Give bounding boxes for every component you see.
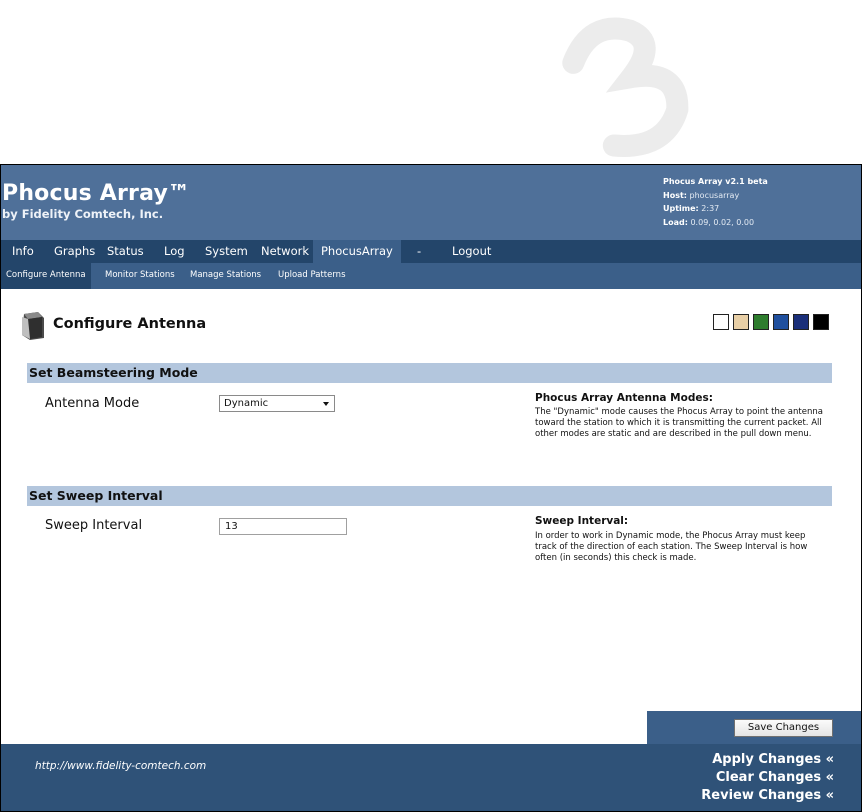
antenna-mode-value: Dynamic	[224, 398, 269, 409]
antenna-modes-help-text: The "Dynamic" mode causes the Phocus Array to point the antenna toward the station to which it is transmitting the current packet. All other modes are static and are described in the pull down menu.	[535, 407, 823, 439]
swatch-tan[interactable]	[733, 314, 749, 330]
nav-info[interactable]: Info	[12, 244, 34, 258]
header	[1, 165, 861, 240]
watermark-3	[520, 0, 740, 165]
review-changes-link[interactable]: Review Changes «	[701, 788, 834, 803]
swatch-green[interactable]	[753, 314, 769, 330]
host-value: phocusarray	[689, 190, 740, 200]
swatch-blue[interactable]	[773, 314, 789, 330]
antenna-modes-help-title: Phocus Array Antenna Modes:	[535, 392, 713, 404]
subnav-configure-antenna[interactable]: Configure Antenna	[1, 263, 91, 289]
nav-network[interactable]: Network	[261, 244, 310, 258]
nav-log[interactable]: Log	[164, 244, 185, 258]
system-info	[663, 175, 768, 229]
clear-changes-link[interactable]: Clear Changes «	[715, 770, 834, 785]
sweep-interval-input[interactable]	[219, 518, 347, 535]
swatch-white[interactable]	[713, 314, 729, 330]
nav-separator: -	[417, 244, 422, 258]
subnav-monitor-stations[interactable]: Monitor Stations	[105, 270, 175, 280]
antenna-mode-label: Antenna Mode	[45, 396, 140, 411]
uptime-value: 2:37	[701, 204, 720, 213]
footer	[1, 744, 861, 811]
subnav-manage-stations[interactable]: Manage Stations	[190, 270, 262, 280]
apply-changes-link[interactable]: Apply Changes «	[712, 752, 834, 767]
uptime-label: Uptime:	[663, 204, 699, 213]
nav-status[interactable]: Status	[107, 244, 144, 258]
save-changes-button[interactable]: Save Changes	[734, 719, 833, 737]
page-title: Configure Antenna	[53, 316, 207, 332]
section-title: Set Beamsteering Mode	[29, 365, 198, 380]
swatch-navy[interactable]	[793, 314, 809, 330]
load-label: Load:	[663, 217, 688, 227]
chevron-down-icon	[323, 402, 329, 406]
nav-graphs[interactable]: Graphs	[54, 244, 96, 258]
section-header-sweep	[27, 486, 832, 506]
footer-url[interactable]: http://www.fidelity-comtech.com	[35, 760, 207, 772]
sweep-interval-label: Sweep Interval	[45, 518, 143, 533]
nav-logout[interactable]: Logout	[452, 244, 492, 258]
swatch-black[interactable]	[813, 314, 829, 330]
subnav-upload-patterns[interactable]: Upload Patterns	[278, 270, 346, 280]
load-value: 0.09, 0.02, 0.00	[690, 217, 755, 227]
brand-title: Phocus Array™	[2, 181, 191, 206]
section-header-beamsteering	[27, 363, 832, 383]
antenna-icon	[18, 311, 46, 341]
save-bar	[647, 711, 861, 744]
antenna-mode-select[interactable]	[219, 395, 335, 412]
sweep-help-title: Sweep Interval:	[535, 515, 629, 527]
nav-system[interactable]: System	[205, 244, 248, 258]
sweep-help-text: In order to work in Dynamic mode, the Phocus Array must keep track of the direction of each station. The Sweep Interval is how often (in seconds) this check is made.	[535, 531, 808, 563]
nav-phocusarray[interactable]: PhocusArray	[313, 240, 401, 263]
app-window	[0, 164, 862, 812]
brand-subtitle: by Fidelity Comtech, Inc.	[2, 207, 164, 221]
top-nav	[1, 240, 861, 263]
version-text: Phocus Array v2.1 beta	[663, 177, 768, 186]
sub-nav	[1, 263, 861, 289]
section-title: Set Sweep Interval	[29, 488, 163, 503]
host-label: Host:	[663, 190, 687, 200]
